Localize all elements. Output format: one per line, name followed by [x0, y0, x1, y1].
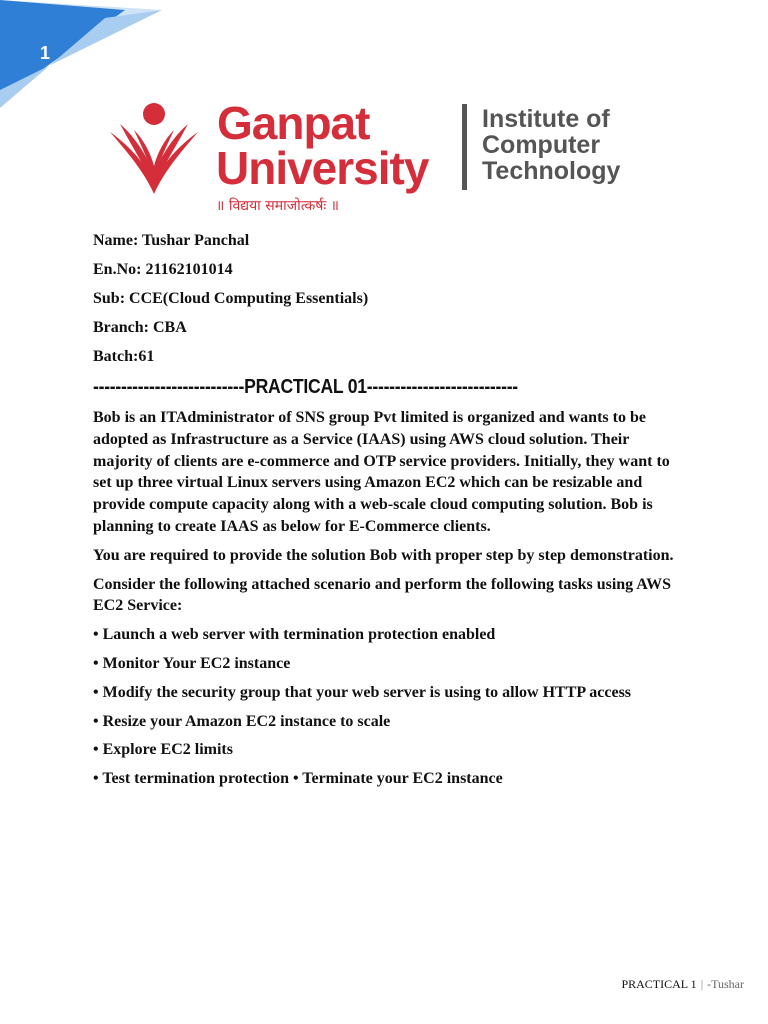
task-item: • Monitor Your EC2 instance [93, 654, 291, 672]
footer-label: PRACTICAL 1 [621, 977, 697, 991]
batch: Batch:61 [93, 348, 155, 365]
student-name: Name: Tushar Panchal [93, 232, 250, 249]
task-item: • Explore EC2 limits [93, 741, 233, 759]
book-emblem-icon [104, 102, 204, 198]
university-name: Ganpat [217, 97, 370, 149]
branch: Branch: CBA [93, 319, 187, 336]
task-item: • Test termination protection • Terminate your EC2 instance [93, 770, 503, 788]
task-item: • Launch a web server with termination protection enabled [93, 626, 496, 644]
paragraph: Consider the following attached scenario and perform the following tasks using AWS EC2 Service: [93, 575, 671, 615]
institute-line: Technology [482, 157, 621, 185]
page-number: 1 [40, 43, 51, 63]
task-item: • Resize your Amazon EC2 instance to scale [93, 712, 391, 730]
university-word: University [216, 142, 429, 194]
paragraph: Bob is an ITAdministrator of SNS group Pvt limited is organized and wants to be adopted as Infrastructure as a Service (IAAS) using AWS cloud solution. Their majority of clients are e-commerce and OTP service providers. Initially, they want to set up three virtual Linux servers using Amazon EC2 which can be resizable and provide compute capacity along with a web-scale cloud computing solution. Bob is planning to create IAAS as below for E-Commerce clients. [93, 409, 670, 535]
footer-separator: | [700, 977, 704, 991]
enrollment-number: En.No: 21162101014 [93, 261, 233, 278]
document-body [93, 407, 678, 797]
subject: Sub: CCE(Cloud Computing Essentials) [93, 290, 369, 307]
task-item: • Modify the security group that your web server is using to allow HTTP access [93, 683, 632, 701]
university-logo [100, 98, 660, 220]
institute-name [482, 106, 620, 184]
institute-line: Computer [482, 131, 601, 159]
practical-heading: ---------------------------PRACTICAL 01--------------------------- [93, 376, 518, 398]
institute-line: Institute of [482, 105, 610, 133]
student-details [93, 229, 368, 374]
corner-decoration [0, 0, 170, 110]
university-motto: ॥ विद्यया समाजोत्कर्षः ॥ [216, 198, 340, 214]
logo-divider [462, 104, 467, 190]
footer-author: -Tushar [707, 977, 744, 991]
paragraph: You are required to provide the solution Bob with proper step by step demonstration. [93, 546, 674, 564]
page-footer [621, 977, 744, 992]
